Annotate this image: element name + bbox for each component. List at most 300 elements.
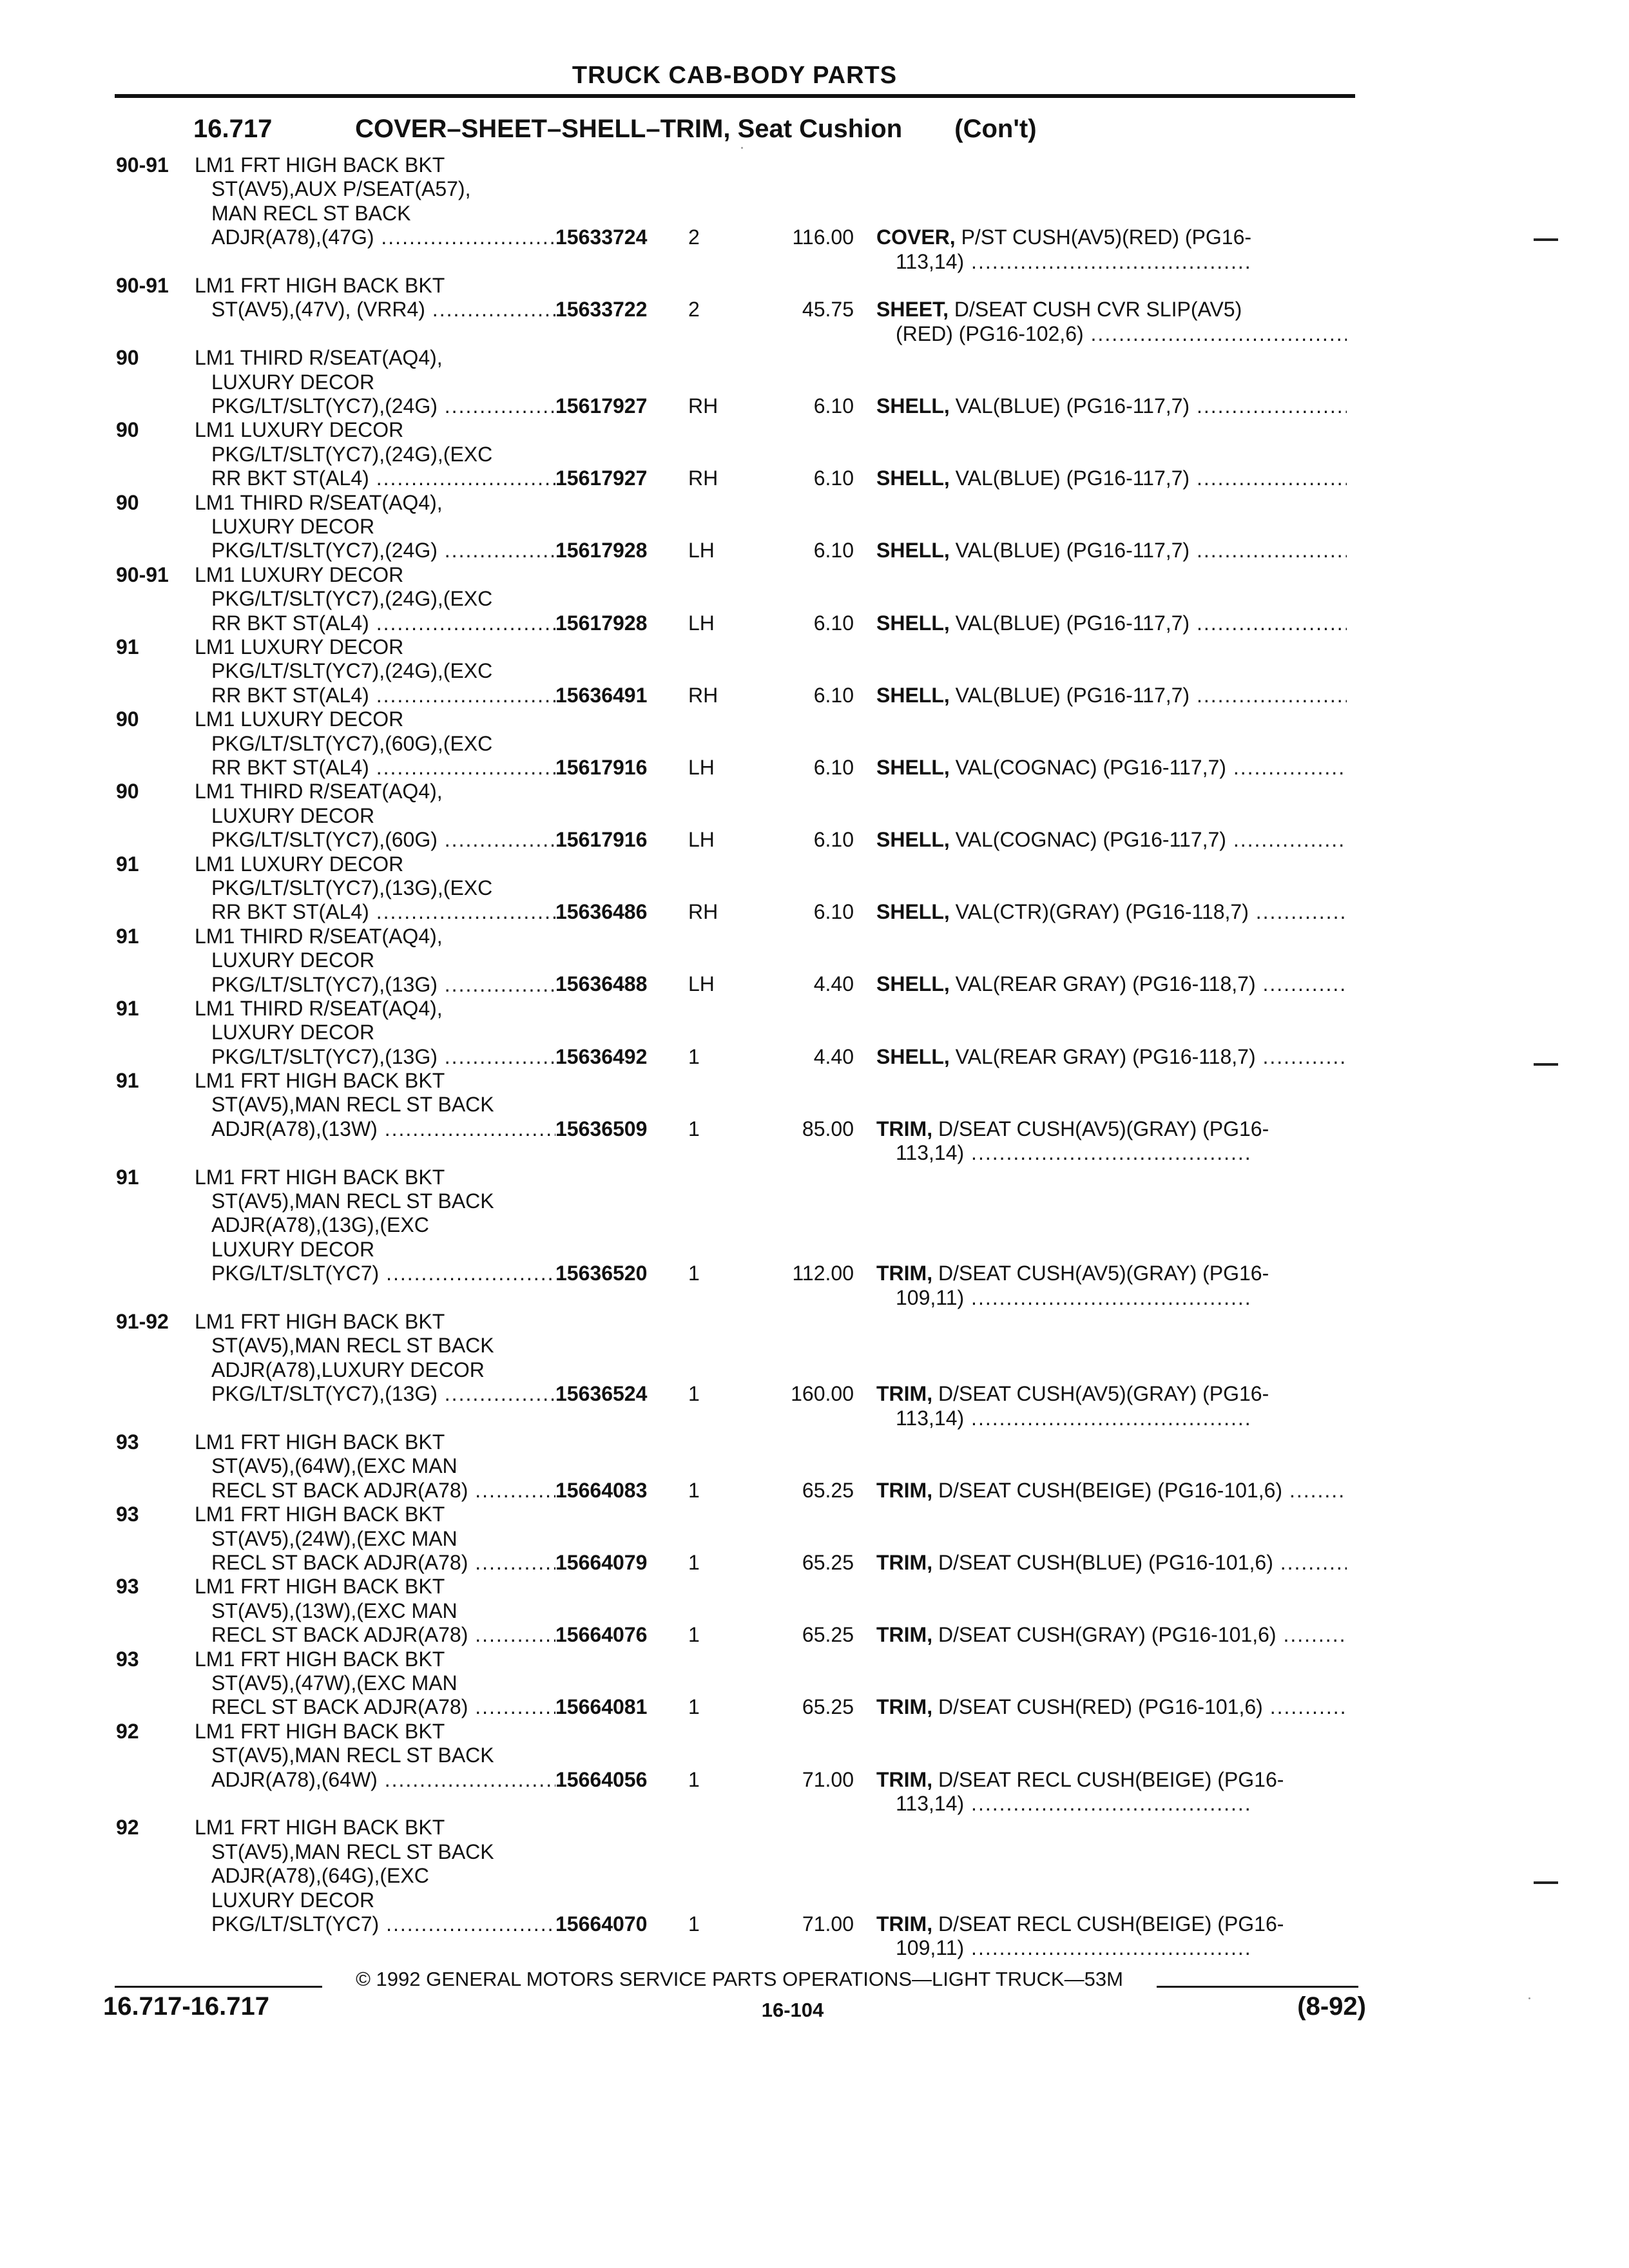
list-price: 6.10 [813,466,854,490]
application-description [195,153,555,250]
part-number: 15617928 [555,539,648,562]
part-description-text: D/SEAT CUSH(BEIGE) (PG16-101,6) [938,1478,1283,1502]
part-description-first-line [876,394,1347,418]
quantity-or-side: 1 [688,1044,700,1068]
model-year: 93 [116,1647,139,1671]
description-line: ADJR(A78),LUXURY DECOR [211,1358,485,1381]
part-number: 15633722 [555,298,648,322]
part-description [876,1768,1347,1816]
parts-row [0,780,1629,852]
description-line: ADJR(A78),(13W) ..... [195,1117,555,1141]
application-description [195,780,555,852]
part-name: TRIM, [876,1623,933,1647]
description-line: LM1 THIRD R/SEAT(AQ4), [195,780,443,803]
list-price: 65.25 [802,1623,854,1647]
quantity-or-side: LH [688,972,715,996]
part-number: 15617927 [555,466,648,490]
description-line: ADJR(A78),(64W) ..... [195,1768,555,1792]
model-year: 90-91 [116,562,169,586]
part-description-text: VAL(REAR GRAY) (PG16-118,7) [955,1044,1256,1068]
description-line: PKG/LT/SLT(YC7),(13G),(EXC [211,876,493,899]
model-year: 92 [116,1719,139,1743]
description-line: LUXURY DECOR [211,803,375,827]
quantity-or-side: 1 [688,1262,700,1285]
description-line: RR BKT ST(AL4) ..... [195,684,555,707]
part-description [876,1479,1347,1503]
parts-row [0,635,1629,707]
part-description [876,900,1347,924]
parts-row [0,707,1629,780]
part-description-first-line [876,226,1347,249]
part-number: 15636520 [555,1262,648,1285]
footer-range: 16.717-16.717 [103,1992,270,2021]
description-line: PKG/LT/SLT(YC7),(13G) ..... [195,973,555,997]
parts-row [0,1069,1629,1166]
description-line: RR BKT ST(AL4) ..... [195,900,555,924]
part-description [876,828,1347,852]
part-description-first-line [876,1117,1347,1141]
description-line: LM1 LUXURY DECOR [195,852,404,876]
description-line: RECL ST BACK ADJR(A78) ..... [195,1623,555,1647]
list-price: 112.00 [792,1262,854,1285]
part-description-line: (RED) (PG16-102,6) ..... [876,322,1347,346]
description-line: LM1 LUXURY DECOR [195,635,404,658]
application-description [195,1503,555,1575]
part-name: SHELL, [876,466,950,490]
part-description-first-line [876,900,1347,924]
part-description-line: 109,11) ..... [876,1286,1347,1310]
part-description-first-line [876,972,1347,996]
model-year: 90 [116,490,139,514]
model-year: 91 [116,924,139,948]
part-description [876,1912,1347,1961]
application-description [195,852,555,925]
list-price: 71.00 [802,1767,854,1791]
description-line: ST(AV5),(47V), (VRR4) ..... [195,298,555,322]
part-name: SHELL, [876,683,950,707]
part-name: SHELL, [876,394,950,418]
description-line: ADJR(A78),(47G) ..... [195,226,555,249]
part-description-text: VAL(BLUE) (PG16-117,7) [955,683,1190,707]
description-line: ST(AV5),(64W),(EXC MAN [211,1454,458,1478]
description-line: ST(AV5),MAN RECL ST BACK [211,1189,494,1213]
parts-row [0,925,1629,997]
quantity-or-side: RH [688,683,718,707]
description-line: LM1 THIRD R/SEAT(AQ4), [195,346,443,370]
application-description [195,346,555,418]
part-description-line: 113,14) ..... [876,1792,1347,1816]
description-line: RR BKT ST(AL4) ..... [195,466,555,490]
list-price: 4.40 [813,1044,854,1068]
application-description [195,997,555,1069]
model-year: 90-91 [116,153,169,177]
description-line: ST(AV5),AUX P/SEAT(A57), [211,177,471,201]
part-description [876,298,1347,346]
part-name: TRIM, [876,1382,933,1406]
section-heading [193,115,1353,144]
margin-tick [1534,238,1558,241]
quantity-or-side: 1 [688,1623,700,1647]
model-year: 91 [116,996,139,1020]
margin-tick [1534,1063,1558,1066]
parts-row [0,1648,1629,1720]
description-line: PKG/LT/SLT(YC7) ..... [195,1912,555,1936]
description-line: PKG/LT/SLT(YC7) ..... [195,1262,555,1285]
part-description [876,394,1347,418]
quantity-or-side: RH [688,900,718,924]
model-year: 91-92 [116,1310,169,1334]
parts-row [0,1430,1629,1503]
description-line: LM1 FRT HIGH BACK BKT [195,1503,445,1526]
part-description [876,1262,1347,1310]
page-header-title: TRUCK CAB-BODY PARTS [572,62,898,89]
description-line: RR BKT ST(AL4) ..... [195,756,555,780]
model-year: 90 [116,780,139,803]
part-number: 15664079 [555,1551,648,1575]
part-description-text: D/SEAT CUSH(RED) (PG16-101,6) [938,1695,1263,1719]
parts-row [0,1575,1629,1647]
part-name: SHELL, [876,828,950,852]
part-name: SHEET, [876,298,949,322]
part-description-first-line [876,611,1347,635]
part-description-text: D/SEAT CUSH(AV5)(GRAY) (PG16- [938,1382,1269,1406]
part-name: SHELL, [876,972,950,996]
quantity-or-side: LH [688,611,715,635]
part-description-text: D/SEAT RECL CUSH(BEIGE) (PG16- [938,1912,1284,1936]
parts-list [0,153,1629,1961]
part-description [876,466,1347,490]
model-year: 93 [116,1575,139,1599]
quantity-or-side: 2 [688,298,700,322]
description-line: LUXURY DECOR [211,1237,375,1261]
part-name: TRIM, [876,1478,933,1502]
model-year: 90 [116,707,139,731]
description-line: RECL ST BACK ADJR(A78) ..... [195,1479,555,1503]
part-description-text: D/SEAT CUSH(BLUE) (PG16-101,6) [938,1551,1273,1575]
footer-revision: (8-92) [1297,1992,1366,2021]
parts-row [0,563,1629,635]
part-description [876,1382,1347,1430]
application-description [195,1430,555,1503]
description-line: LM1 FRT HIGH BACK BKT [195,1816,445,1840]
description-line: ST(AV5),(13W),(EXC MAN [211,1599,458,1622]
part-description [876,1623,1347,1647]
application-description [195,1575,555,1647]
model-year: 90 [116,346,139,370]
description-line: PKG/LT/SLT(YC7),(24G) ..... [195,539,555,562]
part-description-text: D/SEAT CUSH(AV5)(GRAY) (PG16- [938,1117,1269,1140]
part-description-text: VAL(BLUE) (PG16-117,7) [955,394,1190,418]
part-name: SHELL, [876,539,950,562]
quantity-or-side: 1 [688,1551,700,1575]
part-description-text: VAL(COGNAC) (PG16-117,7) [955,755,1226,779]
application-description [195,274,555,322]
part-number: 15617928 [555,611,648,635]
parts-row [0,274,1629,346]
description-line: RECL ST BACK ADJR(A78) ..... [195,1695,555,1719]
parts-row [0,1816,1629,1960]
part-number: 15633724 [555,226,648,249]
application-description [195,1648,555,1720]
part-name: SHELL, [876,755,950,779]
description-line: ST(AV5),MAN RECL ST BACK [211,1840,494,1863]
model-year: 93 [116,1503,139,1526]
application-description [195,925,555,997]
description-line: PKG/LT/SLT(YC7),(24G),(EXC [211,442,493,466]
part-description-text: VAL(BLUE) (PG16-117,7) [955,611,1190,635]
description-line: ADJR(A78),(13G),(EXC [211,1213,429,1237]
part-description-first-line [876,1695,1347,1719]
footer-rule-left [115,1986,322,1988]
description-line: RECL ST BACK ADJR(A78) ..... [195,1551,555,1575]
part-description [876,611,1347,635]
description-line: PKG/LT/SLT(YC7),(13G) ..... [195,1382,555,1406]
description-line: ST(AV5),(47W),(EXC MAN [211,1671,458,1695]
description-line: LM1 FRT HIGH BACK BKT [195,1430,445,1454]
quantity-or-side: 1 [688,1382,700,1406]
part-number: 15664076 [555,1623,648,1647]
parts-row [0,997,1629,1069]
parts-row [0,491,1629,563]
description-line: ADJR(A78),(64G),(EXC [211,1864,429,1888]
parts-row [0,1310,1629,1430]
part-description-first-line [876,1479,1347,1503]
application-description [195,1816,555,1936]
application-description [195,418,555,490]
part-description-first-line [876,1623,1347,1647]
parts-row [0,346,1629,418]
list-price: 65.25 [802,1478,854,1502]
description-line: LM1 FRT HIGH BACK BKT [195,1165,445,1189]
quantity-or-side: LH [688,755,715,779]
list-price: 6.10 [813,394,854,418]
part-description-first-line [876,828,1347,852]
list-price: 6.10 [813,828,854,852]
part-number: 15664070 [555,1912,648,1936]
application-description [195,707,555,780]
part-description-first-line [876,298,1347,322]
list-price: 116.00 [792,226,854,249]
part-number: 15664056 [555,1767,648,1791]
continued-label: (Con't) [954,115,1037,143]
part-description-text: VAL(BLUE) (PG16-117,7) [955,539,1190,562]
scan-speck [741,147,743,149]
section-number: 16.717 [193,115,273,143]
part-description-first-line [876,1262,1347,1285]
part-description [876,1551,1347,1575]
description-line: MAN RECL ST BACK [211,201,411,225]
description-line: PKG/LT/SLT(YC7),(24G),(EXC [211,587,493,611]
parts-row [0,1503,1629,1575]
model-year: 91 [116,1165,139,1189]
parts-row [0,852,1629,925]
application-description [195,1310,555,1407]
quantity-or-side: 1 [688,1767,700,1791]
header-rule [115,94,1355,98]
part-description-text: VAL(CTR)(GRAY) (PG16-118,7) [955,900,1249,924]
part-name: TRIM, [876,1695,933,1719]
part-number: 15617927 [555,394,648,418]
description-line: LM1 LUXURY DECOR [195,562,404,586]
part-description-text: D/SEAT RECL CUSH(BEIGE) (PG16- [938,1767,1284,1791]
part-name: SHELL, [876,1044,950,1068]
part-number: 15664083 [555,1478,648,1502]
description-line: LM1 FRT HIGH BACK BKT [195,1647,445,1671]
list-price: 6.10 [813,900,854,924]
list-price: 6.10 [813,611,854,635]
description-line: LUXURY DECOR [211,1888,375,1912]
part-description-text: D/SEAT CUSH(AV5)(GRAY) (PG16- [938,1262,1269,1285]
part-number: 15636524 [555,1382,648,1406]
model-year: 93 [116,1430,139,1454]
quantity-or-side: 1 [688,1695,700,1719]
description-line: RR BKT ST(AL4) ..... [195,611,555,635]
part-number: 15636509 [555,1117,648,1140]
part-description [876,1045,1347,1069]
part-number: 15636492 [555,1044,648,1068]
part-name: TRIM, [876,1767,933,1791]
application-description [195,563,555,635]
description-line: LUXURY DECOR [211,514,375,538]
description-line: LM1 FRT HIGH BACK BKT [195,1310,445,1334]
description-line: LM1 FRT HIGH BACK BKT [195,1069,445,1093]
part-description-text: VAL(COGNAC) (PG16-117,7) [955,828,1226,852]
list-price: 65.25 [802,1695,854,1719]
application-description [195,491,555,563]
model-year: 90-91 [116,274,169,297]
part-description-first-line [876,1551,1347,1575]
model-year: 91 [116,1069,139,1093]
part-description-first-line [876,1912,1347,1936]
description-line: LM1 THIRD R/SEAT(AQ4), [195,490,443,514]
model-year: 90 [116,418,139,442]
scan-speck [1528,1997,1530,1999]
part-number: 15636486 [555,900,648,924]
list-price: 6.10 [813,755,854,779]
list-price: 6.10 [813,539,854,562]
application-description [195,1720,555,1792]
description-line: ST(AV5),MAN RECL ST BACK [211,1093,494,1117]
section-title: COVER–SHEET–SHELL–TRIM, Seat Cushion [355,115,903,143]
part-description [876,756,1347,780]
list-price: 65.25 [802,1551,854,1575]
part-description-first-line [876,466,1347,490]
part-description-line: 113,14) ..... [876,250,1347,274]
part-description-line: 113,14) ..... [876,1141,1347,1165]
description-line: LM1 FRT HIGH BACK BKT [195,1719,445,1743]
description-line: LUXURY DECOR [211,370,375,394]
application-description [195,635,555,707]
part-number: 15636491 [555,683,648,707]
part-number: 15636488 [555,972,648,996]
description-line: LM1 FRT HIGH BACK BKT [195,274,445,297]
description-line: LM1 FRT HIGH BACK BKT [195,1575,445,1599]
part-description-text: VAL(BLUE) (PG16-117,7) [955,466,1190,490]
description-line: ST(AV5),MAN RECL ST BACK [211,1334,494,1358]
part-description-first-line [876,1768,1347,1792]
part-description-text: D/SEAT CUSH(GRAY) (PG16-101,6) [938,1623,1277,1647]
part-name: SHELL, [876,611,950,635]
part-name: TRIM, [876,1551,933,1575]
description-line: PKG/LT/SLT(YC7),(60G),(EXC [211,731,493,755]
part-description-first-line [876,1045,1347,1069]
part-description-line: 113,14) ..... [876,1407,1347,1430]
part-description [876,539,1347,562]
part-description-text: P/ST CUSH(AV5)(RED) (PG16- [961,226,1252,249]
part-number: 15617916 [555,755,648,779]
part-description [876,684,1347,707]
description-line: LUXURY DECOR [211,948,375,972]
list-price: 85.00 [802,1117,854,1140]
application-description [195,1166,555,1286]
footer-page-number: 16-104 [761,1999,824,2021]
description-line: LM1 LUXURY DECOR [195,418,404,442]
quantity-or-side: RH [688,394,718,418]
quantity-or-side: RH [688,466,718,490]
list-price: 6.10 [813,683,854,707]
list-price: 45.75 [802,298,854,322]
part-name: COVER, [876,226,956,249]
description-line: LM1 THIRD R/SEAT(AQ4), [195,996,443,1020]
parts-row [0,418,1629,490]
part-name: TRIM, [876,1117,933,1140]
list-price: 71.00 [802,1912,854,1936]
list-price: 4.40 [813,972,854,996]
model-year: 91 [116,635,139,658]
part-description-line: 109,11) ..... [876,1936,1347,1960]
quantity-or-side: 1 [688,1117,700,1140]
part-description-first-line [876,1382,1347,1406]
parts-row [0,153,1629,274]
part-description [876,226,1347,274]
part-name: TRIM, [876,1262,933,1285]
quantity-or-side: LH [688,828,715,852]
quantity-or-side: 1 [688,1912,700,1936]
quantity-or-side: 2 [688,226,700,249]
part-description [876,1117,1347,1166]
part-description-first-line [876,539,1347,562]
part-description [876,1695,1347,1719]
description-line: LUXURY DECOR [211,1021,375,1044]
model-year: 92 [116,1816,139,1840]
footer-rule-right [1157,1986,1358,1988]
application-description [195,1069,555,1141]
quantity-or-side: LH [688,539,715,562]
part-number: 15617916 [555,828,648,852]
description-line: ST(AV5),(24W),(EXC MAN [211,1526,458,1550]
part-description-first-line [876,684,1347,707]
model-year: 91 [116,852,139,876]
quantity-or-side: 1 [688,1478,700,1502]
part-description-first-line [876,756,1347,780]
part-number: 15664081 [555,1695,648,1719]
description-line: PKG/LT/SLT(YC7),(24G),(EXC [211,659,493,683]
description-line: PKG/LT/SLT(YC7),(60G) ..... [195,828,555,852]
part-description [876,972,1347,996]
footer-copyright: © 1992 GENERAL MOTORS SERVICE PARTS OPERATIONS—LIGHT TRUCK—53M [356,1968,1123,1990]
part-description-text: VAL(REAR GRAY) (PG16-118,7) [955,972,1256,996]
description-line: PKG/LT/SLT(YC7),(13G) ..... [195,1045,555,1069]
parts-row [0,1720,1629,1816]
list-price: 160.00 [791,1382,854,1406]
part-name: TRIM, [876,1912,933,1936]
part-name: SHELL, [876,900,950,924]
margin-tick [1534,1881,1558,1884]
parts-row [0,1166,1629,1310]
description-line: PKG/LT/SLT(YC7),(24G) ..... [195,394,555,418]
description-line: LM1 THIRD R/SEAT(AQ4), [195,924,443,948]
part-description-text: D/SEAT CUSH CVR SLIP(AV5) [954,298,1242,322]
